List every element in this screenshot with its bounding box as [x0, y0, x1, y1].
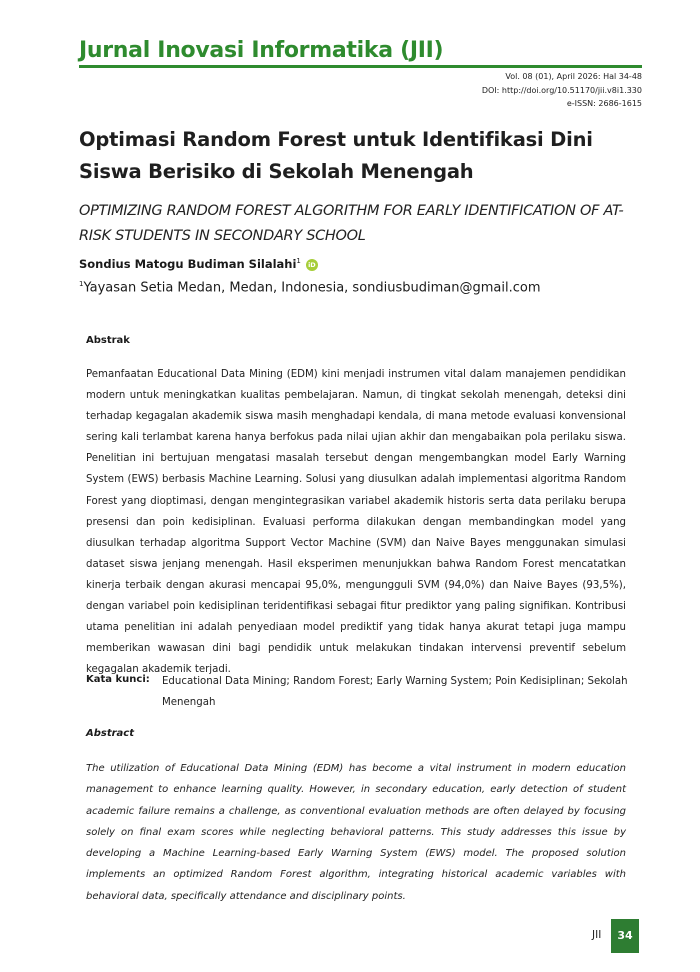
journal-title: Jurnal Inovasi Informatika (JII)	[79, 38, 444, 63]
keywords-text: Educational Data Mining; Random Forest; Early Warning System; Poin Kedisiplinan; Sekolah Menengah	[162, 676, 628, 708]
journal-meta	[482, 70, 642, 111]
page-number: 34	[611, 919, 639, 953]
issn-line: e-ISSN: 2686-1615	[566, 99, 642, 108]
paper-title-english: OPTIMIZING RANDOM FOREST ALGORITHM FOR EARLY IDENTIFICATION OF AT-RISK STUDENTS IN SECONDARY SCHOOL	[79, 203, 624, 244]
affiliation-line	[79, 280, 541, 295]
abstract-body-english: The utilization of Educational Data Mining (EDM) has become a vital instrument in modern education management to enhance learning quality. However, in secondary education, early detection of student academic failure remains a challenge, as conventional evaluation methods are often delayed by focusing solely on final exam scores while neglecting behavioral patterns. This study addresses this issue by developing a Machine Learning-based Early Warning System (EWS) model. The proposed solution implements an optimized Random Forest algorithm, integrating historical academic variables with behavioral data, specifically attendance and disciplinary points.	[86, 763, 626, 902]
abstract-heading-english: Abstract	[86, 728, 135, 739]
author-superscript: 1	[296, 257, 301, 266]
keywords-label: Kata kunci:	[86, 674, 150, 685]
footer-journal-abbr: JII	[592, 929, 602, 941]
header-rule	[79, 65, 642, 68]
author-line	[79, 257, 318, 271]
abstract-body: Pemanfaatan Educational Data Mining (EDM) kini menjadi instrumen vital dalam manajemen pendidikan modern untuk meningkatkan kualitas pembelajaran. Namun, di tingkat sekolah menengah, deteksi dini terhadap kegagalan akademik siswa masih menghadapi kendala, di mana metode evaluasi konvensional sering kali terlambat karena hanya berfokus pada nilai ujian akhir dan mengabaikan pola perilaku siswa. Penelitian ini bertujuan mengatasi masalah tersebut dengan mengembangkan model Early Warning System (EWS) berbasis Machine Learning. Solusi yang diusulkan adalah implementasi algoritma Random Forest yang dioptimasi, dengan mengintegrasikan variabel akademik historis serta data perilaku berupa presensi dan poin kedisiplinan. Evaluasi performa dilakukan dengan membandingkan model yang diusulkan terhadap algoritma Support Vector Machine (SVM) dan Naive Bayes menggunakan simulasi dataset siswa jenjang menengah. Hasil eksperimen menunjukkan bahwa Random Forest mencatatkan kinerja terbaik dengan akurasi mencapai 95,0%, mengungguli SVM (94,0%) dan Naive Bayes (93,5%), dengan variabel poin kedisiplinan teridentifikasi sebagai fitur prediktor yang paling signifikan. Kontribusi utama penelitian ini adalah penyediaan model prediktif yang tidak hanya akurat tetapi juga mampu memberikan wawasan dini bagi pendidik untuk melakukan tindakan intervensi preventif sebelum kegagalan akademik terjadi.	[86, 369, 626, 676]
abstract-heading: Abstrak	[86, 335, 130, 346]
volume-line: Vol. 08 (01), April 2026: Hal 34-48	[505, 72, 642, 81]
author-name: Sondius Matogu Budiman Silalahi	[79, 257, 297, 271]
affiliation-superscript: 1	[79, 280, 84, 288]
doi-line[interactable]: DOI: http://doi.org/10.51170/jii.v8i1.330	[481, 85, 642, 95]
paper-title: Optimasi Random Forest untuk Identifikasi Dini Siswa Berisiko di Sekolah Menengah	[79, 128, 593, 183]
affiliation-text: Yayasan Setia Medan, Medan, Indonesia, sondiusbudiman@gmail.com	[83, 280, 541, 296]
orcid-icon[interactable]: iD	[306, 259, 318, 271]
